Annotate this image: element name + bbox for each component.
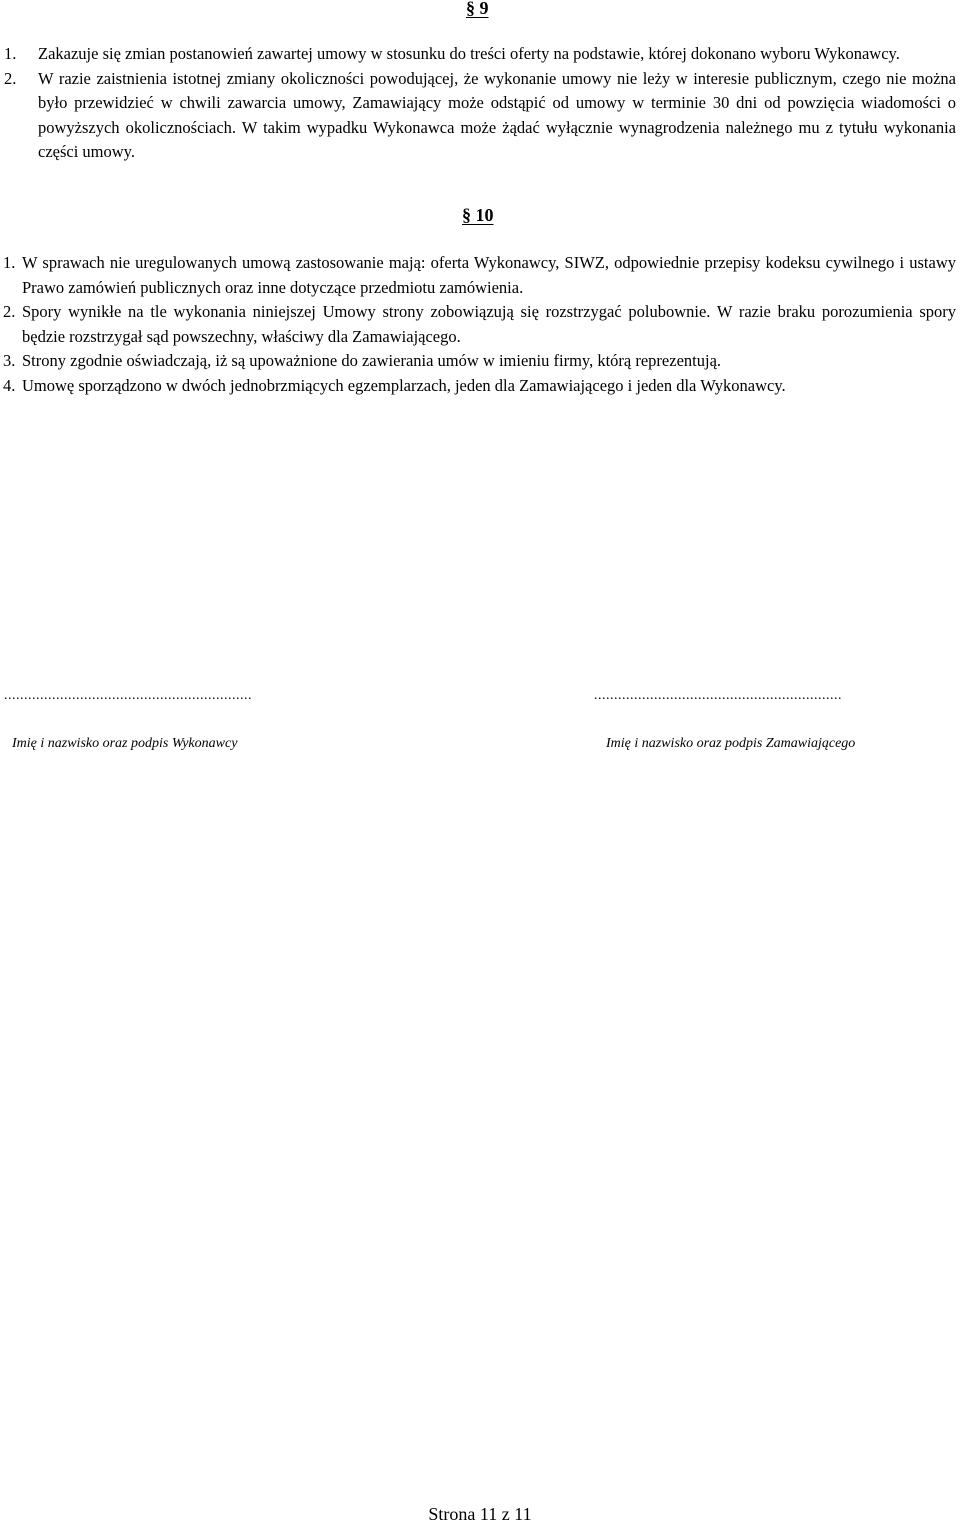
contractor-signature-label: Imię i nazwisko oraz podpis Wykonawcy (12, 736, 238, 751)
list-item (0, 67, 960, 165)
section-9-list (0, 42, 960, 165)
employer-signature-label: Imię i nazwisko oraz podpis Zamawiającego (606, 736, 856, 751)
item-number: 2. (4, 68, 17, 88)
list-item (0, 300, 960, 349)
item-number: 1. (3, 253, 16, 272)
item-number: 1. (4, 44, 17, 63)
item-text: Spory wynikłe na tle wykonania niniejszej Umowy strony zobowiązują się rozstrzygać polubownie. W razie braku porozumienia spory będzie rozstrzygał sąd powszechny, właściwy dla Zamawiającego. (22, 302, 956, 346)
item-text: Strony zgodnie oświadczają, iż są upoważnione do zawierania umów w imieniu firmy, którą reprezentują. (22, 351, 722, 370)
contractor-signature-line: .............................................................. (4, 688, 252, 703)
section-10-list (0, 251, 960, 398)
section-9-heading: § 9 (466, 0, 489, 18)
list-item (0, 374, 960, 399)
list-item (0, 42, 960, 67)
item-text: Zakazuje się zmian postanowień zawartej umowy w stosunku do treści oferty na podstawie, której dokonano wyboru Wykonawcy. (38, 44, 900, 63)
section-10-heading: § 10 (462, 205, 494, 225)
item-text: W sprawach nie uregulowanych umową zastosowanie mają: oferta Wykonawcy, SIWZ, odpowiednie przepisy kodeksu cywilnego i ustawy Prawo zamówień publicznych oraz inne dotyczące przedmiotu zamówienia. (22, 253, 956, 297)
employer-signature-line: .............................................................. (594, 688, 842, 703)
item-text: W razie zaistnienia istotnej zmiany okoliczności powodującej, że wykonanie umowy nie leży w interesie publicznym, czego nie można było przewidzieć w chwili zawarcia umowy, Zamawiający może odstąpić od umowy w terminie 30 dni od powzięcia wiadomości o powyższych okolicznościach. W takim wypadku Wykonawca może żądać wyłącznie wynagrodzenia należnego mu z tytułu wykonania części umowy. (38, 68, 956, 161)
item-number: 2. (3, 302, 16, 321)
page-footer: Strona 11 z 11 (428, 1504, 532, 1524)
item-number: 3. (3, 351, 16, 370)
list-item (0, 349, 960, 374)
item-text: Umowę sporządzono w dwóch jednobrzmiących egzemplarzach, jeden dla Zamawiającego i jeden dla Wykonawcy. (22, 375, 786, 395)
item-number: 4. (3, 375, 16, 395)
list-item (0, 251, 960, 300)
